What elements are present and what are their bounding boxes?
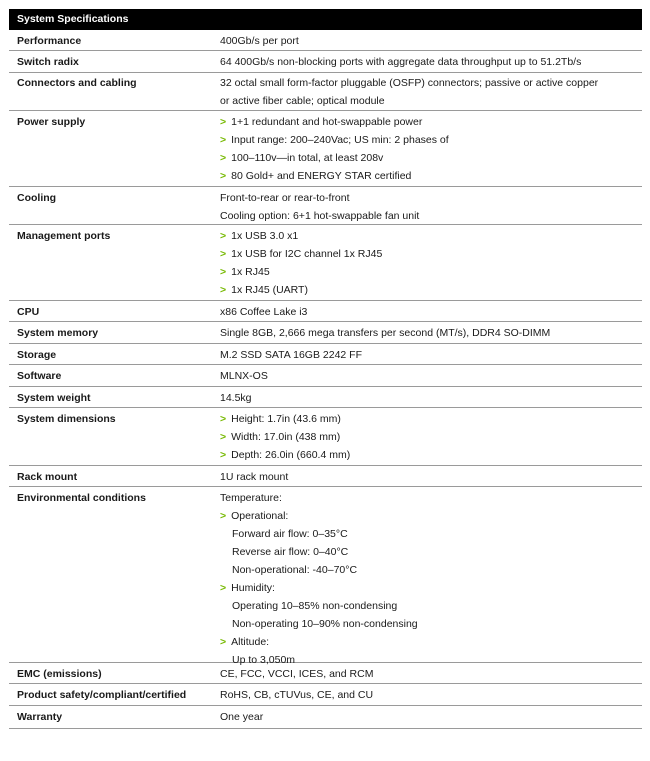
spec-row-system-weight [9, 387, 642, 408]
chevron-right-icon: > [220, 582, 227, 594]
spec-value: RoHS, CB, cTUVus, CE, and CU [220, 689, 374, 701]
bullet-item: > Operational: [220, 510, 289, 522]
spec-value: x86 Coffee Lake i3 [220, 306, 308, 318]
spec-value: 1U rack mount [220, 471, 289, 483]
spec-value [220, 189, 642, 224]
spec-value: 14.5kg [220, 392, 252, 404]
spec-label: System memory [17, 327, 99, 339]
chevron-right-icon: > [220, 152, 227, 164]
spec-row-system-dimensions [9, 408, 642, 466]
bullet-item: > Width: 17.0in (438 mm) [220, 431, 341, 443]
spec-value [220, 227, 642, 300]
sub-item: Reverse air flow: 0–40°C [232, 546, 349, 558]
spec-value: 64 400Gb/s non-blocking ports with aggregate data throughput up to 51.2Tb/s [220, 56, 582, 68]
spec-label: Software [17, 370, 62, 382]
spec-label: Power supply [17, 116, 86, 128]
bullet-item: > Input range: 200–240Vac; US min: 2 phases of [220, 134, 449, 146]
value-line: Temperature: [220, 492, 282, 504]
chevron-right-icon: > [220, 230, 227, 242]
spec-row-system-memory [9, 322, 642, 344]
chevron-right-icon: > [220, 134, 227, 146]
spec-row-storage [9, 344, 642, 365]
chevron-right-icon: > [220, 413, 227, 425]
bullet-item: > Depth: 26.0in (660.4 mm) [220, 449, 351, 461]
spec-label: Warranty [17, 711, 63, 723]
bullet-item: > 1x RJ45 (UART) [220, 284, 308, 296]
value-line: Front-to-rear or rear-to-front [220, 192, 350, 204]
spec-value [220, 489, 642, 666]
spec-row-switch-radix [9, 51, 642, 73]
bullet-item: > 1+1 redundant and hot-swappable power [220, 116, 423, 128]
bullet-item: > 1x RJ45 [220, 266, 270, 278]
spec-label: Switch radix [17, 56, 79, 68]
spec-row-warranty [9, 706, 642, 729]
chevron-right-icon: > [220, 248, 227, 260]
spec-value: M.2 SSD SATA 16GB 2242 FF [220, 349, 363, 361]
spec-row-power-supply [9, 111, 642, 187]
spec-label: CPU [17, 306, 40, 318]
bullet-item: > 80 Gold+ and ENERGY STAR certified [220, 170, 412, 182]
spec-row-rack-mount [9, 466, 642, 487]
spec-table [9, 9, 642, 729]
spec-row-product-safety [9, 684, 642, 706]
spec-label: Performance [17, 35, 82, 47]
spec-row-cooling [9, 187, 642, 225]
chevron-right-icon: > [220, 431, 227, 443]
spec-value: One year [220, 711, 264, 723]
bullet-item: > 1x USB 3.0 x1 [220, 230, 299, 242]
chevron-right-icon: > [220, 116, 227, 128]
chevron-right-icon: > [220, 266, 227, 278]
spec-label: Product safety/compliant/certified [17, 689, 187, 701]
bullet-item: > Height: 1.7in (43.6 mm) [220, 413, 341, 425]
bullet-item: > Altitude: [220, 636, 270, 648]
sub-item: Operating 10–85% non-condensing [232, 600, 398, 612]
spec-value: CE, FCC, VCCI, ICES, and RCM [220, 668, 374, 680]
bullet-item: > Humidity: [220, 582, 275, 594]
spec-label: Management ports [17, 230, 111, 242]
spec-label: Cooling [17, 192, 57, 204]
chevron-right-icon: > [220, 449, 227, 461]
spec-label: Connectors and cabling [17, 77, 137, 89]
spec-value: MLNX-OS [220, 370, 268, 382]
spec-row-performance [9, 30, 642, 51]
spec-label: Rack mount [17, 471, 78, 483]
spec-row-management-ports [9, 225, 642, 301]
chevron-right-icon: > [220, 170, 227, 182]
chevron-right-icon: > [220, 636, 227, 648]
chevron-right-icon: > [220, 284, 227, 296]
spec-value [220, 113, 642, 186]
table-header: System Specifications [9, 9, 642, 30]
spec-value: Single 8GB, 2,666 mega transfers per second (MT/s), DDR4 SO-DIMM [220, 327, 551, 339]
bullet-item: > 1x USB for I2C channel 1x RJ45 [220, 248, 383, 260]
spec-value: 400Gb/s per port [220, 35, 299, 47]
spec-row-connectors [9, 73, 642, 111]
spec-label: Storage [17, 349, 57, 361]
spec-label: EMC (emissions) [17, 668, 102, 680]
spec-row-cpu [9, 301, 642, 322]
value-line: or active fiber cable; optical module [220, 95, 385, 107]
spec-row-software [9, 365, 642, 387]
spec-row-emc [9, 663, 642, 684]
spec-value [220, 74, 642, 110]
sub-item: Non-operating 10–90% non-condensing [232, 618, 418, 630]
spec-row-environmental [9, 487, 642, 666]
chevron-right-icon: > [220, 510, 227, 522]
spec-value [220, 410, 642, 465]
bullet-item: > 100–110v—in total, at least 208v [220, 152, 384, 164]
value-line: 32 octal small form-factor pluggable (OSFP) connectors; passive or active copper [220, 77, 599, 89]
spec-label: System weight [17, 392, 91, 404]
sub-item: Up to 3,050m [232, 654, 296, 666]
sub-item: Forward air flow: 0–35°C [232, 528, 348, 540]
spec-label: Environmental conditions [17, 492, 146, 504]
value-line: Cooling option: 6+1 hot-swappable fan unit [220, 210, 420, 222]
spec-label: System dimensions [17, 413, 116, 425]
sub-item: Non-operational: -40–70°C [232, 564, 358, 576]
